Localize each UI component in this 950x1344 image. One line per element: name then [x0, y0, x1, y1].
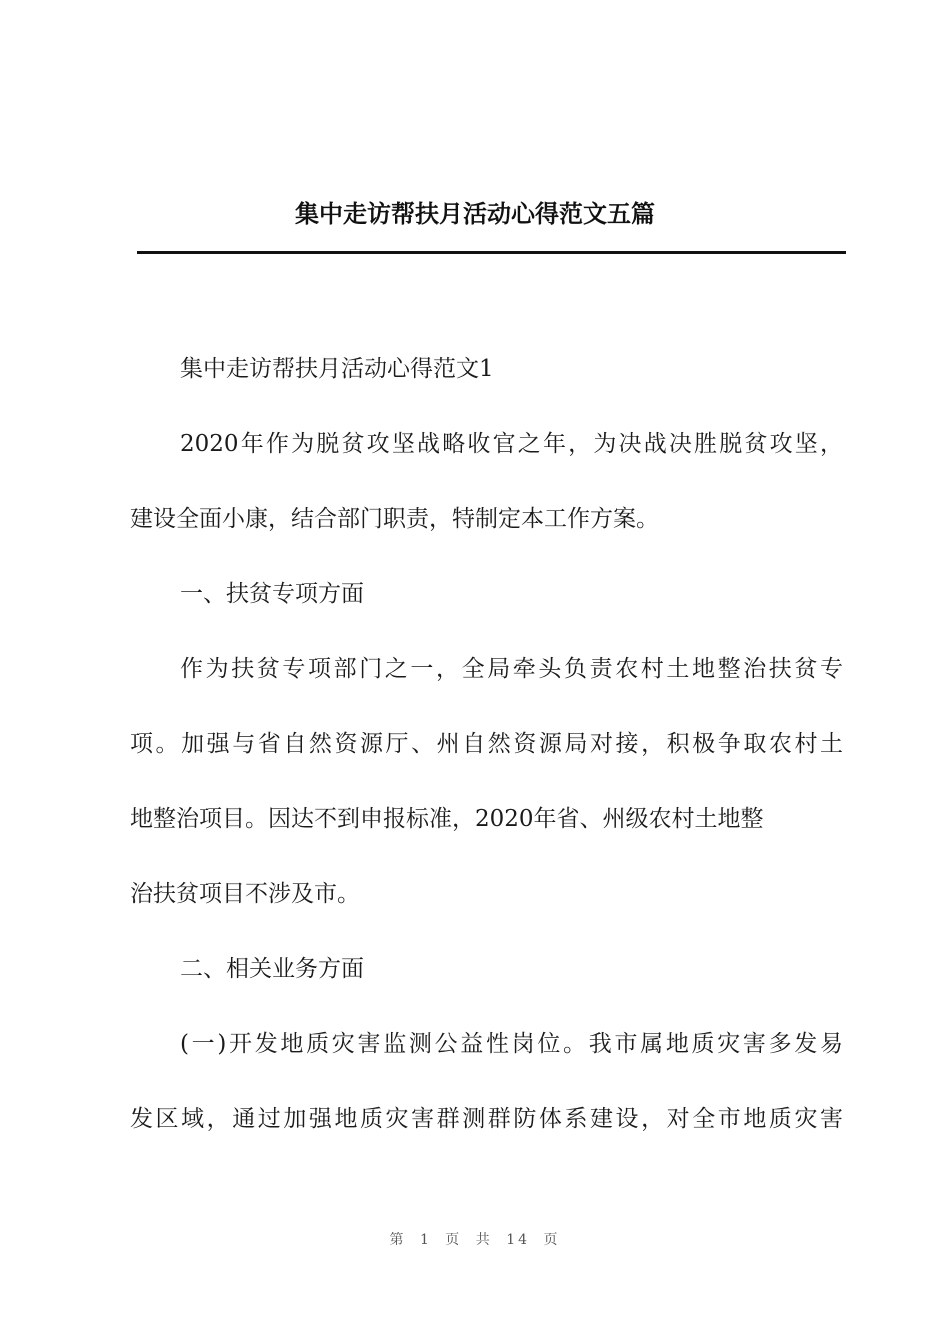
paragraph-line: 项。加强与省自然资源厅、州自然资源局对接，积极争取农村土	[130, 731, 843, 757]
paragraph-line: 建设全面小康，结合部门职责，特制定本工作方案。	[130, 506, 659, 532]
document-title: 集中走访帮扶月活动心得范文五篇	[295, 200, 655, 228]
paragraph-line: 作为扶贫专项部门之一，全局牵头负责农村土地整治扶贫专	[180, 656, 843, 682]
section-heading: 二、相关业务方面	[180, 956, 364, 982]
section-heading: 集中走访帮扶月活动心得范文1	[180, 356, 494, 382]
title-underline	[137, 251, 846, 254]
section-heading: 一、扶贫专项方面	[180, 581, 364, 607]
paragraph-line: (一)开发地质灾害监测公益性岗位。我市属地质灾害多发易	[180, 1031, 843, 1057]
paragraph-line: 地整治项目。因达不到申报标准，2020年省、州级农村土地整	[130, 806, 764, 832]
paragraph-line: 2020年作为脱贫攻坚战略收官之年，为决战决胜脱贫攻坚，	[180, 431, 843, 457]
page-number: 第 1 页 共 14 页	[389, 1232, 561, 1248]
paragraph-line: 发区域，通过加强地质灾害群测群防体系建设，对全市地质灾害	[130, 1106, 843, 1132]
paragraph-line: 治扶贫项目不涉及市。	[130, 881, 360, 907]
